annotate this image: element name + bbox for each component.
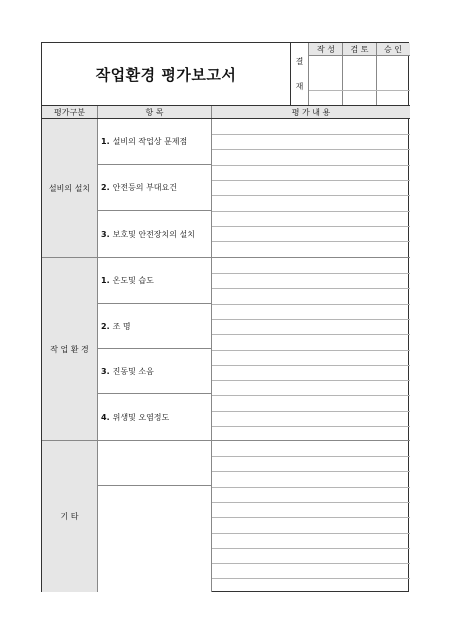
evaluation-rule-line (212, 226, 410, 227)
approval-header-reviewer: 검 토 (343, 43, 376, 56)
approval-label-bottom: 재 (295, 82, 304, 91)
evaluation-rule-line (212, 134, 410, 135)
approval-header-writer: 작 성 (309, 43, 343, 56)
evaluation-rule-line (212, 211, 410, 212)
header-evaluation: 평 가 내 용 (291, 107, 331, 117)
item-row (98, 394, 212, 440)
approval-label-top: 결 (295, 57, 304, 66)
item-row-empty[interactable] (98, 441, 212, 486)
approval-header-approver: 승 인 (376, 43, 410, 56)
evaluation-rule-line (212, 502, 410, 503)
item-number: 1. (101, 276, 110, 285)
item-number: 3. (101, 366, 110, 376)
evaluation-rule-line (212, 304, 410, 305)
header-category: 평가구분 (42, 106, 98, 118)
item-number: 1. (101, 137, 110, 146)
item-row (98, 119, 212, 165)
item-row-empty[interactable] (98, 486, 212, 592)
evaluation-rule-line (212, 517, 410, 518)
item-row (98, 304, 212, 349)
evaluation-rule-line (212, 288, 410, 289)
item-row (98, 349, 212, 394)
item-number: 2. (101, 321, 110, 331)
item-number: 4. (101, 412, 110, 422)
evaluation-rule-line (212, 195, 410, 196)
category-equipment: 설비의 설치 (42, 119, 98, 257)
evaluation-rule-line (212, 334, 410, 335)
evaluation-rule-line (212, 241, 410, 242)
evaluation-rule-line (212, 578, 410, 579)
page-title: 작업환경 평가보고서 (95, 65, 237, 84)
item-label: 위생및 오염정도 (112, 412, 170, 422)
item-label: 온도및 습도 (112, 276, 154, 285)
evaluation-rule-line (212, 426, 410, 427)
evaluation-rule-line (212, 533, 410, 534)
item-label: 진동및 소음 (112, 366, 154, 376)
item-row (98, 258, 212, 304)
category-other: 기 타 (42, 441, 98, 592)
evaluation-rule-line (212, 456, 410, 457)
item-row (98, 211, 212, 257)
evaluation-rule-line (212, 395, 410, 396)
evaluation-area[interactable] (212, 43, 410, 593)
item-number: 3. (101, 229, 110, 239)
item-label: 조 명 (112, 321, 131, 331)
item-label: 안전등의 부대요건 (112, 183, 177, 192)
evaluation-rule-line (212, 380, 410, 381)
evaluation-rule-line (212, 149, 410, 150)
evaluation-rule-line (212, 411, 410, 412)
evaluation-rule-line (212, 548, 410, 549)
evaluation-rule-line (212, 487, 410, 488)
category-work-environment: 작 업 환 경 (42, 258, 98, 440)
evaluation-rule-line (212, 350, 410, 351)
evaluation-rule-line (212, 319, 410, 320)
item-label: 보호및 안전장치의 설치 (112, 229, 195, 239)
evaluation-rule-line (212, 365, 410, 366)
evaluation-rule-line (212, 471, 410, 472)
evaluation-rule-line (212, 180, 410, 181)
item-row (98, 165, 212, 211)
item-number: 2. (101, 183, 110, 192)
header-item: 항 목 (98, 106, 212, 118)
evaluation-rule-line (212, 563, 410, 564)
item-label: 설비의 작업상 문제점 (112, 137, 188, 146)
evaluation-rule-line (212, 165, 410, 166)
evaluation-rule-line (212, 273, 410, 274)
report-form (41, 42, 409, 592)
